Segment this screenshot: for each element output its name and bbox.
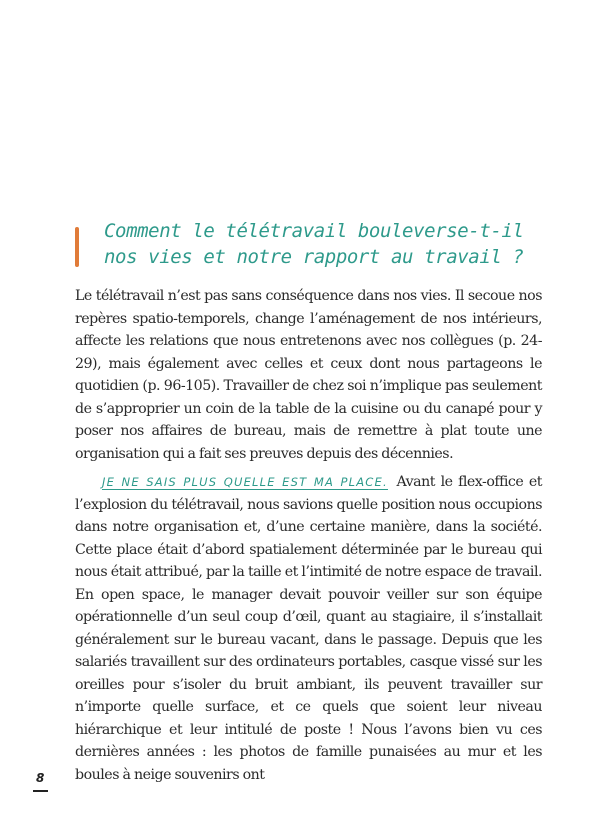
heading-accent-bar <box>75 227 79 267</box>
body-paragraph-2 <box>75 471 542 786</box>
page-number: 8 <box>36 771 45 785</box>
page-number-underline <box>33 790 48 792</box>
section-heading <box>104 218 574 270</box>
body-paragraph-2-text: Avant le flex-office et l’explosion du télétravail, nous savions quelle position nous occupions dans notre organisation et, d’une certaine manière, dans la société. Cette place était d’abord spatialement déterminée par le bureau qui nous était attribué, par la taille et l’intimité de notre espace de travail. En open space, le manager devait pouvoir veiller sur son équipe opérationnelle d’un seul coup d’œil, quant au stagiaire, il s’installait généralement sur le bureau vacant, dans le passage. Depuis que les salariés travaillent sur des ordinateurs portables, casque vissé sur les oreilles pour s’isoler du bruit ambiant, ils peuvent travailler sur n’importe quelle surface, et ce quels que soient leur niveau hiérarchique et leur intitulé de poste ! Nous l’avons bien vu ces dernières années : les photos de famille punaisées au mur et les boules à neige souvenirs ont <box>75 474 542 783</box>
paragraph-lead-in: JE NE SAIS PLUS QUELLE EST MA PLACE. <box>102 475 388 489</box>
section-heading-line-1: Comment le télétravail bouleverse-t-il <box>104 220 524 242</box>
body-paragraph-1: Le télétravail n’est pas sans conséquence dans nos vies. Il secoue nos repères spatio-temporels, change l’aménagement de nos intérieurs, affecte les relations que nous entretenons avec nos collègues (p. 24-29), mais également avec celles et ceux dont nous partageons le quotidien (p. 96-105). Travailler de chez soi n’implique pas seulement de s’approprier un coin de la table de la cuisine ou du canapé pour y poser nos affaires de bureau, mais de remettre à plat toute une organisation qui a fait ses preuves depuis des décennies. <box>75 288 542 462</box>
section-heading-line-2: nos vies et notre rapport au travail ? <box>104 246 524 268</box>
